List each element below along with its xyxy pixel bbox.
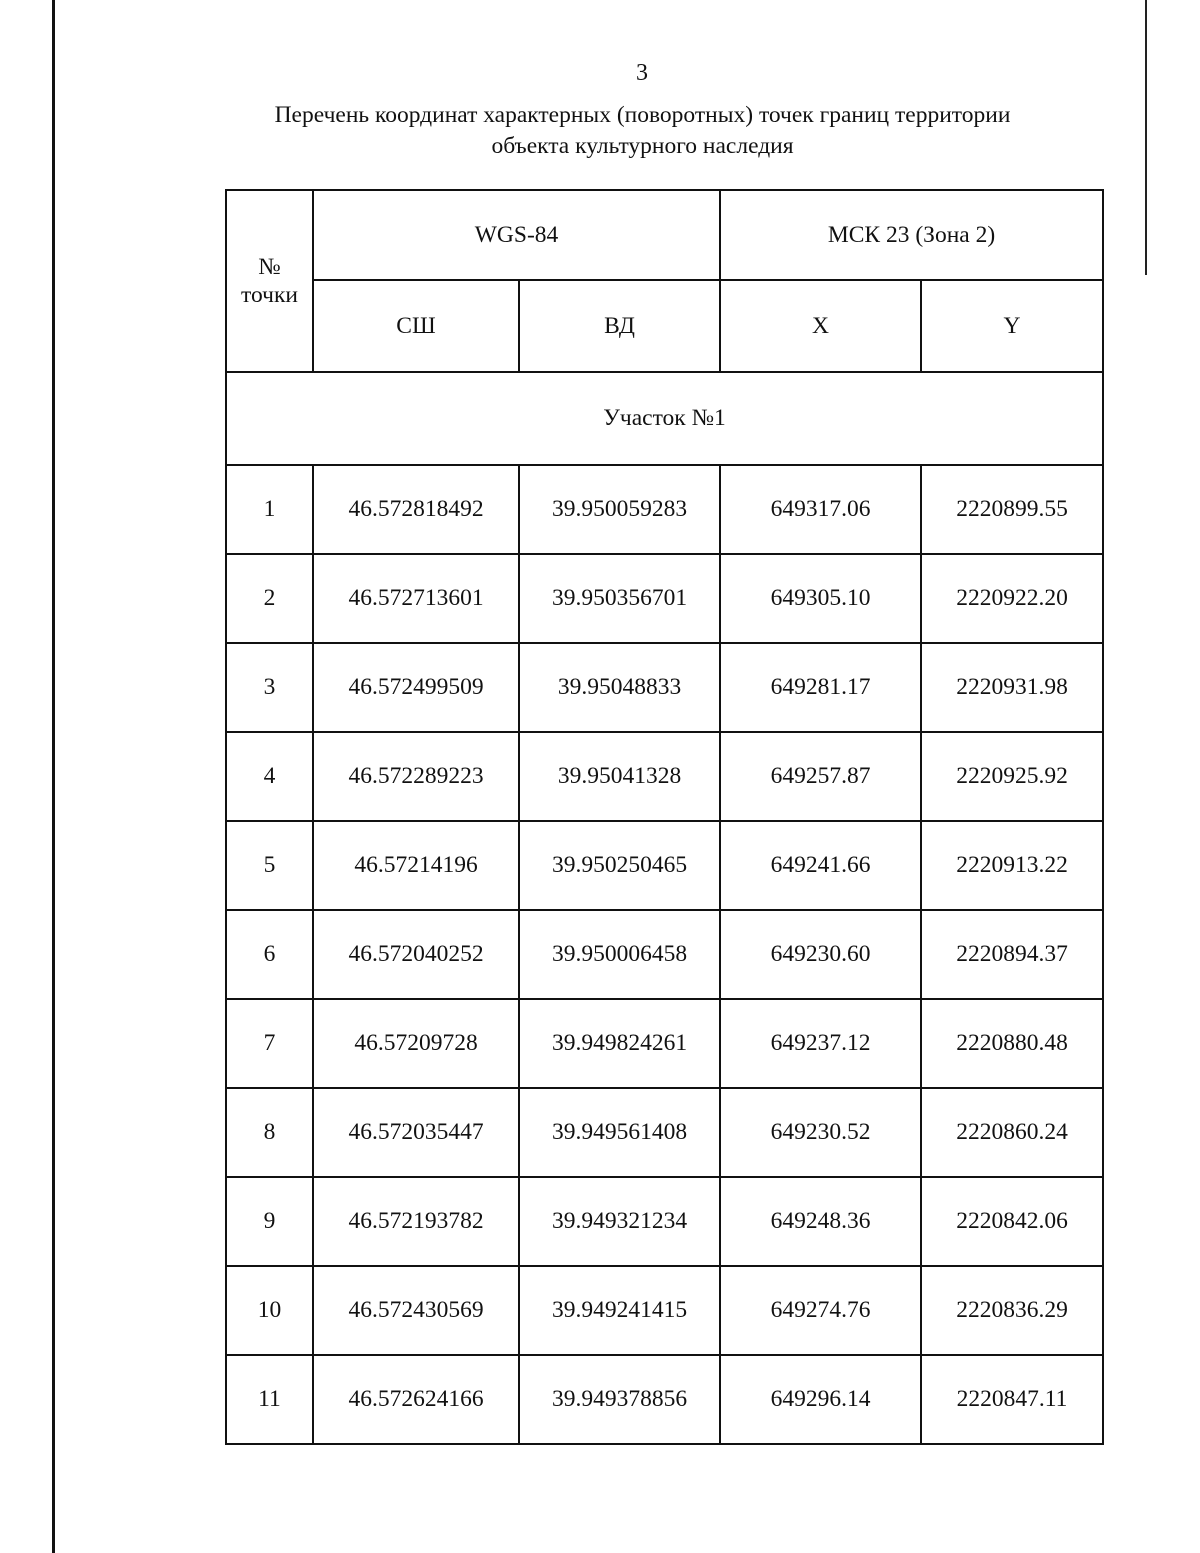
document-title [230,100,1055,162]
y-coordinate-cell: 2220836.29 [921,1266,1103,1355]
point-number-cell: 2 [226,554,313,643]
latitude-cell: 46.572040252 [313,910,519,999]
longitude-cell: 39.950006458 [519,910,720,999]
latitude-cell: 46.572624166 [313,1355,519,1444]
longitude-column-header: ВД [519,280,720,372]
latitude-cell: 46.572289223 [313,732,519,821]
header-row-columns [226,280,1103,372]
point-number-cell: 10 [226,1266,313,1355]
point-number-header-label: точки [241,282,298,308]
msk23-group-header: МСК 23 (Зона 2) [720,190,1103,280]
table-row [226,554,1103,643]
point-number-header [226,190,313,372]
point-number-cell: 8 [226,1088,313,1177]
point-number-cell: 1 [226,465,313,554]
x-coordinate-cell: 649241.66 [720,821,921,910]
x-coordinate-cell: 649274.76 [720,1266,921,1355]
latitude-cell: 46.572430569 [313,1266,519,1355]
latitude-cell: 46.572818492 [313,465,519,554]
latitude-cell: 46.572193782 [313,1177,519,1266]
scan-edge-left [52,0,55,1553]
x-coordinate-cell: 649305.10 [720,554,921,643]
longitude-cell: 39.949561408 [519,1088,720,1177]
x-column-header: X [720,280,921,372]
longitude-cell: 39.950059283 [519,465,720,554]
point-number-header-symbol: № [258,254,281,280]
longitude-cell: 39.949321234 [519,1177,720,1266]
y-coordinate-cell: 2220880.48 [921,999,1103,1088]
y-coordinate-cell: 2220860.24 [921,1088,1103,1177]
y-coordinate-cell: 2220894.37 [921,910,1103,999]
table-row [226,1088,1103,1177]
latitude-cell: 46.572035447 [313,1088,519,1177]
y-coordinate-cell: 2220847.11 [921,1355,1103,1444]
x-coordinate-cell: 649257.87 [720,732,921,821]
table-row [226,910,1103,999]
y-coordinate-cell: 2220899.55 [921,465,1103,554]
table-row [226,1177,1103,1266]
x-coordinate-cell: 649248.36 [720,1177,921,1266]
y-coordinate-cell: 2220922.20 [921,554,1103,643]
y-coordinate-cell: 2220842.06 [921,1177,1103,1266]
table-row [226,465,1103,554]
point-number-cell: 5 [226,821,313,910]
latitude-column-header: СШ [313,280,519,372]
point-number-cell: 9 [226,1177,313,1266]
longitude-cell: 39.95048833 [519,643,720,732]
longitude-cell: 39.95041328 [519,732,720,821]
scan-edge-right [1145,0,1147,275]
latitude-cell: 46.57209728 [313,999,519,1088]
point-number-cell: 6 [226,910,313,999]
wgs84-group-header: WGS-84 [313,190,720,280]
point-number-cell: 11 [226,1355,313,1444]
section-title: Участок №1 [226,372,1103,465]
document-title-line-1: Перечень координат характерных (поворотных) точек границ территории [274,102,1011,128]
table-row [226,999,1103,1088]
point-number-cell: 4 [226,732,313,821]
x-coordinate-cell: 649230.52 [720,1088,921,1177]
latitude-cell: 46.57214196 [313,821,519,910]
latitude-cell: 46.572499509 [313,643,519,732]
point-number-cell: 3 [226,643,313,732]
document-title-line-2: объекта культурного наследия [491,133,794,159]
latitude-cell: 46.572713601 [313,554,519,643]
y-coordinate-cell: 2220925.92 [921,732,1103,821]
section-row [226,372,1103,465]
table-row [226,1266,1103,1355]
longitude-cell: 39.949824261 [519,999,720,1088]
page-number: 3 [636,60,648,86]
longitude-cell: 39.950250465 [519,821,720,910]
header-row-groups [226,190,1103,280]
table-row [226,1355,1103,1444]
table-row [226,732,1103,821]
point-number-cell: 7 [226,999,313,1088]
y-column-header: Y [921,280,1103,372]
longitude-cell: 39.949241415 [519,1266,720,1355]
x-coordinate-cell: 649237.12 [720,999,921,1088]
x-coordinate-cell: 649296.14 [720,1355,921,1444]
x-coordinate-cell: 649230.60 [720,910,921,999]
table-row [226,821,1103,910]
y-coordinate-cell: 2220931.98 [921,643,1103,732]
longitude-cell: 39.949378856 [519,1355,720,1444]
coordinates-table [225,189,1104,1445]
longitude-cell: 39.950356701 [519,554,720,643]
x-coordinate-cell: 649281.17 [720,643,921,732]
y-coordinate-cell: 2220913.22 [921,821,1103,910]
x-coordinate-cell: 649317.06 [720,465,921,554]
table-row [226,643,1103,732]
